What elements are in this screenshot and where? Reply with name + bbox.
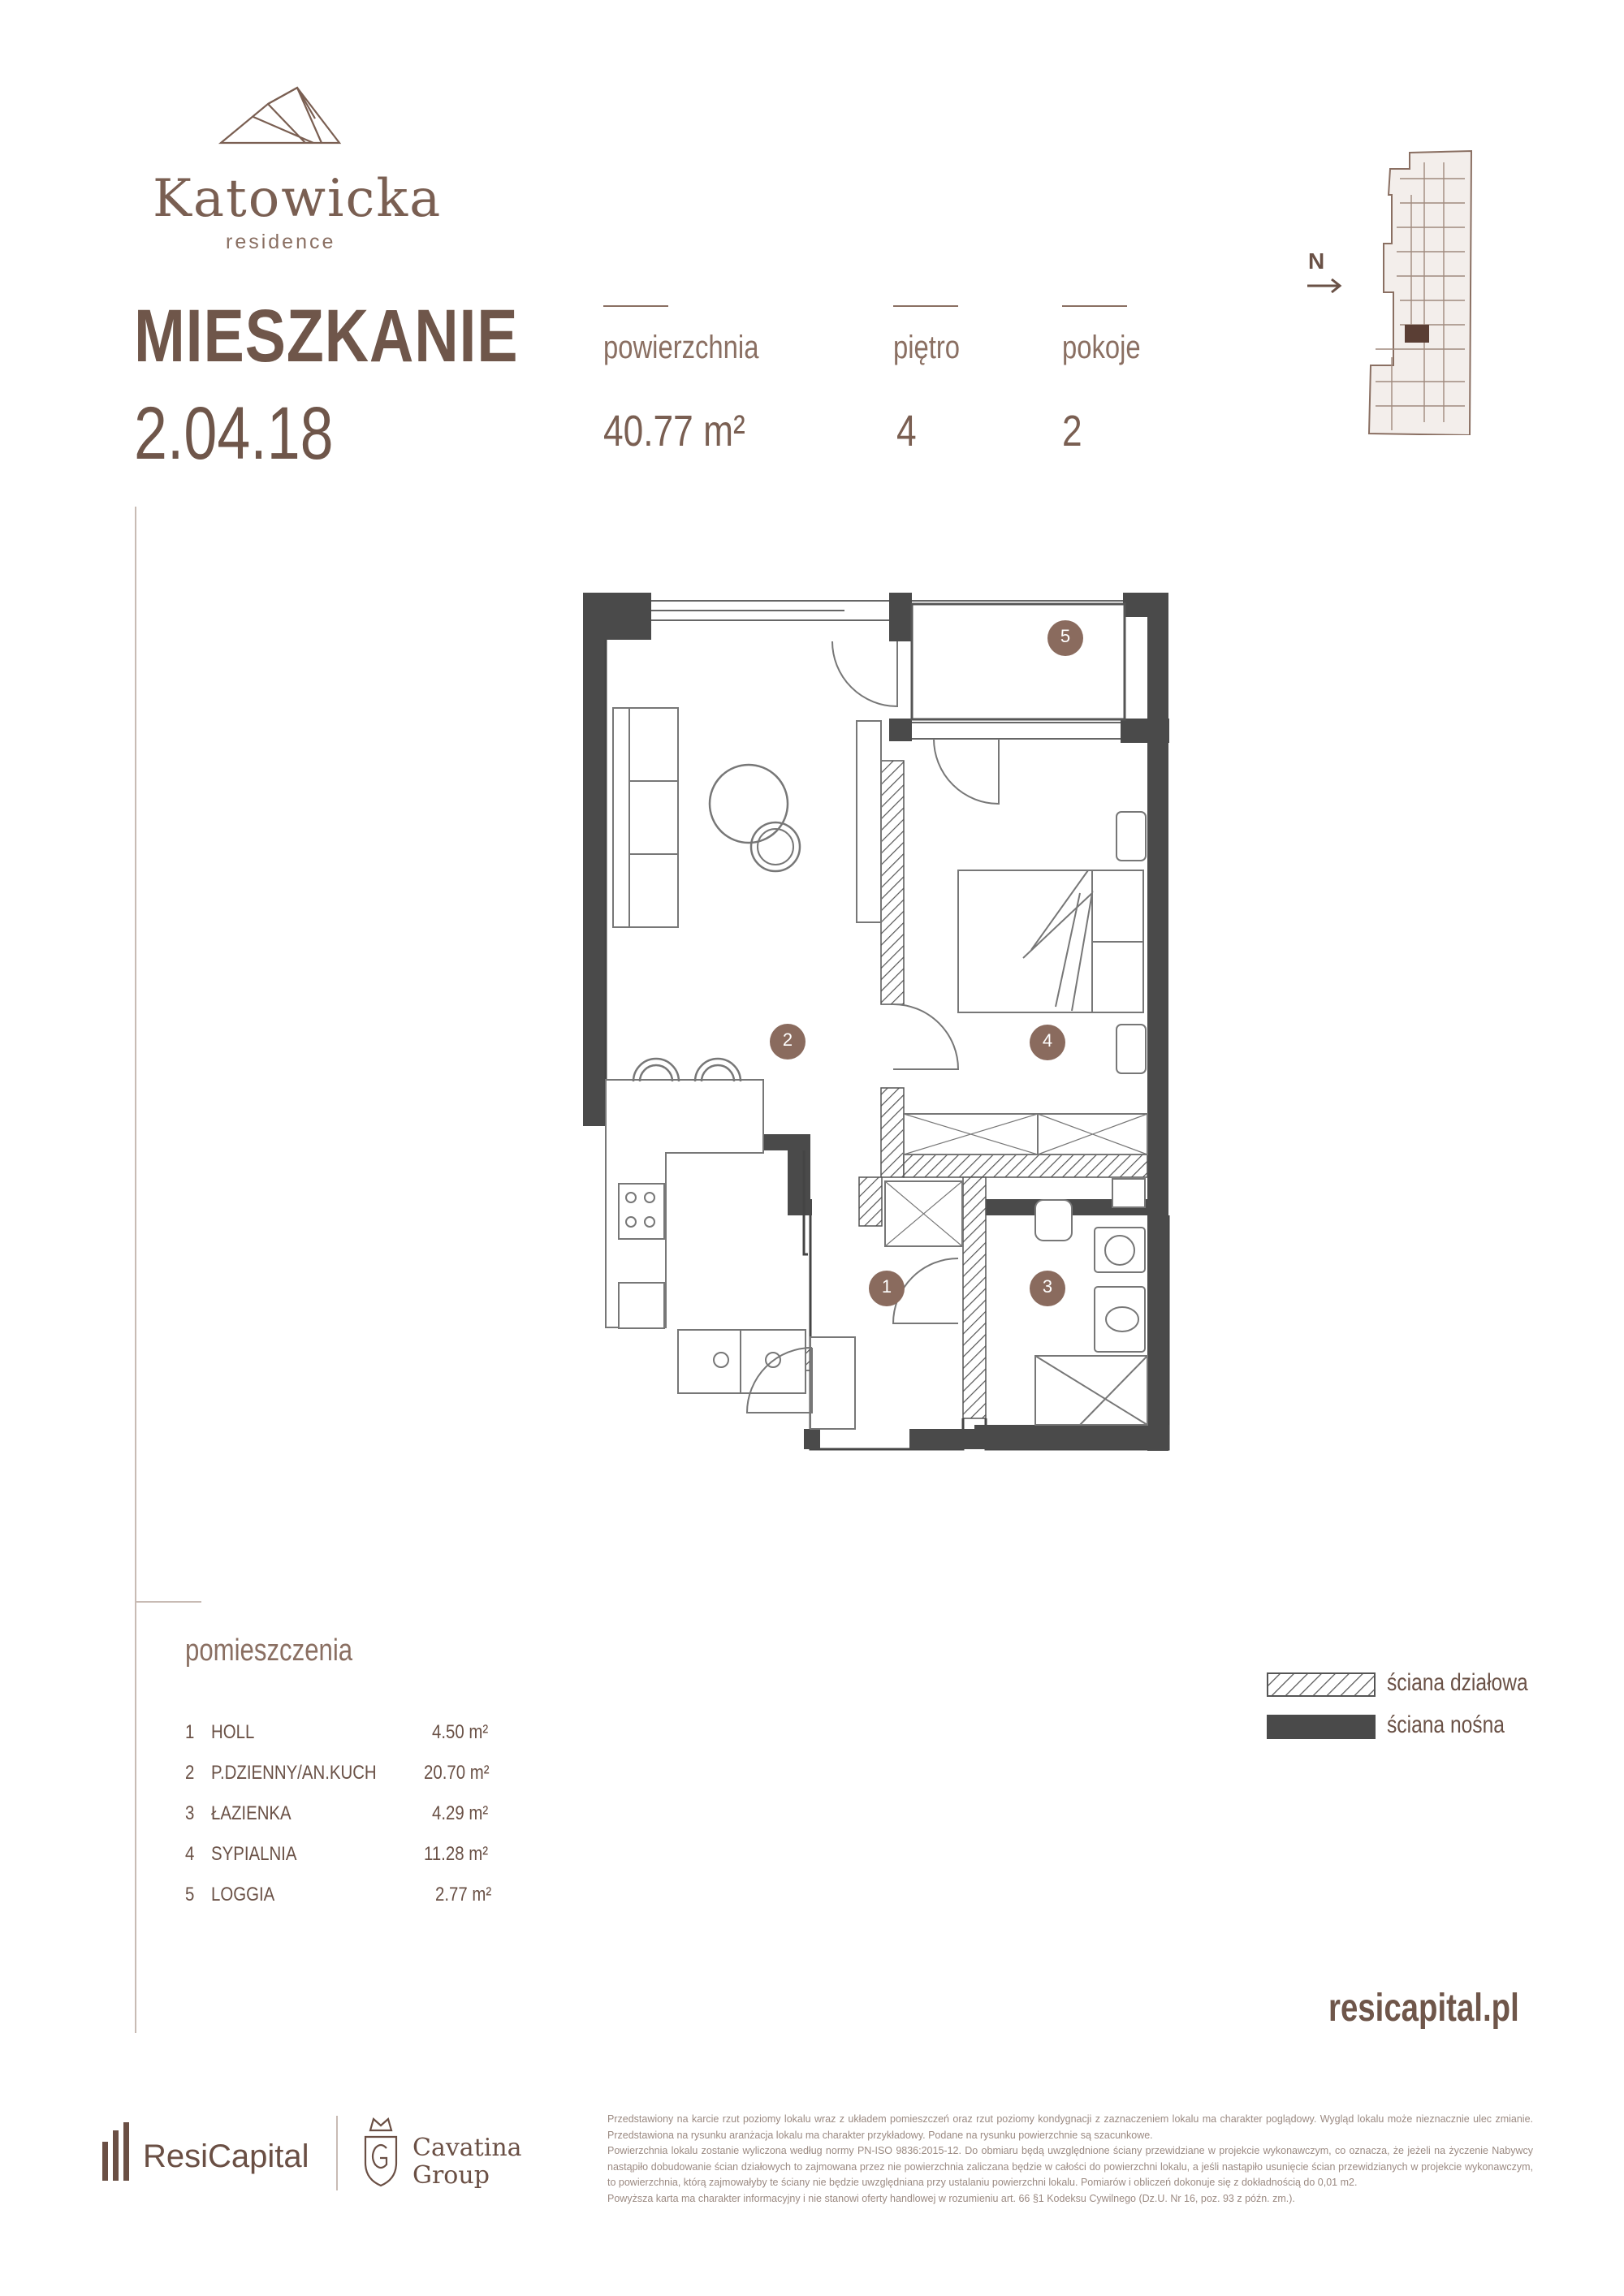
room-number: 1 [185,1721,195,1743]
rooms-title: pomieszczenia [185,1634,353,1668]
room-number: 3 [185,1802,195,1824]
room-number: 5 [185,1884,195,1905]
resicapital-logo-icon [101,2121,133,2182]
stat-area-label: powierzchnia [603,330,759,365]
disclaimer-paragraph: Powyższa karta ma charakter informacyjny i nie stanowi oferty handlowej w rozumieniu art. 66 §1 Kodeksu Cywilnego (Dz.U. Nr 16, poz. 93 z późn. zm.). [607,2192,1295,2204]
disclaimer-paragraph: Powierzchnia lokalu zostanie wyliczona według normy PN-ISO 9836:2015-12. Do obmiaru będą uwzględnione ściany przewidziane w projekcie wykonawczym, co oznacza, że jeżeli na życzenie Nabywcy nastąpiło dobudowanie ścian działowych to zajmowana przez nie powierzchnia zaliczana będzie w całości do powierzchni lokalu, a jeśli nastąpiło usunięcie ścian przewidzianych w projekcie wykonawczym, to powierzchnia, którą zajmowałyby te ściany nie będzie uwzględniana przy ustalaniu powierzchni lokalu. Pomiarów i obliczeń dokonuje się z dokładnością do 0,01 m2. [607,2145,1533,2188]
legend-bearing-label: ściana nośna [1387,1711,1505,1738]
room-area: 11.28 m² [424,1843,488,1865]
stat-area-value: 40.77 m² [603,407,745,455]
building-keyplan-icon [1367,146,1473,435]
room-area: 4.29 m² [432,1802,489,1824]
cavatina-logo-line2: Group [412,2161,490,2190]
resicapital-logo-text: ResiCapital [143,2138,309,2174]
room-name: ŁAZIENKA [211,1802,292,1824]
room-row [184,1721,508,1754]
brand-name: Katowicka [153,169,443,229]
stat-floor-label: piętro [893,330,961,365]
marker-label: 3 [1042,1276,1053,1297]
room-row [184,1884,508,1916]
stat-divider [1062,305,1127,307]
stat-floor-value: 4 [896,407,917,455]
stat-rooms-value: 2 [1062,407,1082,455]
rooms-divider [135,1601,201,1603]
room-area: 4.50 m² [432,1721,489,1743]
stat-divider [893,305,958,307]
marker-label: 4 [1042,1030,1053,1051]
room-row [184,1802,508,1835]
room-name: HOLL [211,1721,255,1743]
room-area: 2.77 m² [435,1884,492,1905]
room-row [184,1843,508,1875]
disclaimer-paragraph: Przedstawiony na karcie rzut poziomy lokalu wraz z układem pomieszczeń oraz rzut poziomy kondygnacji z zaznaczeniem lokalu ma charakter poglądowy. Wygląd lokalu może nieznacznie ulec zmianie. Przedstawiona na rysunku aranżacja lokalu ma charakter przykładowy. Podane na rysunku powierzchnie są szacunkowe. [607,2113,1533,2141]
north-arrow-icon [1306,276,1343,296]
disclaimer [607,2112,1533,2207]
room-name: SYPIALNIA [211,1843,297,1865]
room-row [184,1762,508,1794]
room-area: 20.70 m² [424,1762,490,1784]
stat-divider [603,305,668,307]
marker-label: 5 [1060,626,1071,646]
room-name: LOGGIA [211,1884,275,1905]
bearing-wall-swatch [1267,1715,1376,1739]
marker-label: 2 [782,1029,793,1050]
stat-rooms-label: pokoje [1062,330,1141,365]
mountain-logo-icon [218,81,343,146]
brand-subtitle: residence [226,231,336,253]
cavatina-crest-icon [361,2114,401,2189]
room-number: 2 [185,1762,195,1784]
room-number: 4 [185,1843,195,1865]
compass-label: N [1308,248,1325,274]
website-link[interactable]: resicapital.pl [1328,1987,1519,2030]
footer-logo-divider [336,2116,338,2190]
legend-partition-label: ściana działowa [1387,1669,1528,1696]
apartment-number: 2.04.18 [134,392,334,475]
cavatina-logo-line1: Cavatina [412,2134,522,2162]
apartment-heading: MIESZKANIE [134,295,519,378]
marker-label: 1 [881,1276,892,1297]
left-rule [135,507,136,2033]
plan-markers [568,568,1186,1470]
partition-wall-swatch-icon [1267,1672,1376,1697]
room-name: P.DZIENNY/AN.KUCH [211,1762,377,1784]
